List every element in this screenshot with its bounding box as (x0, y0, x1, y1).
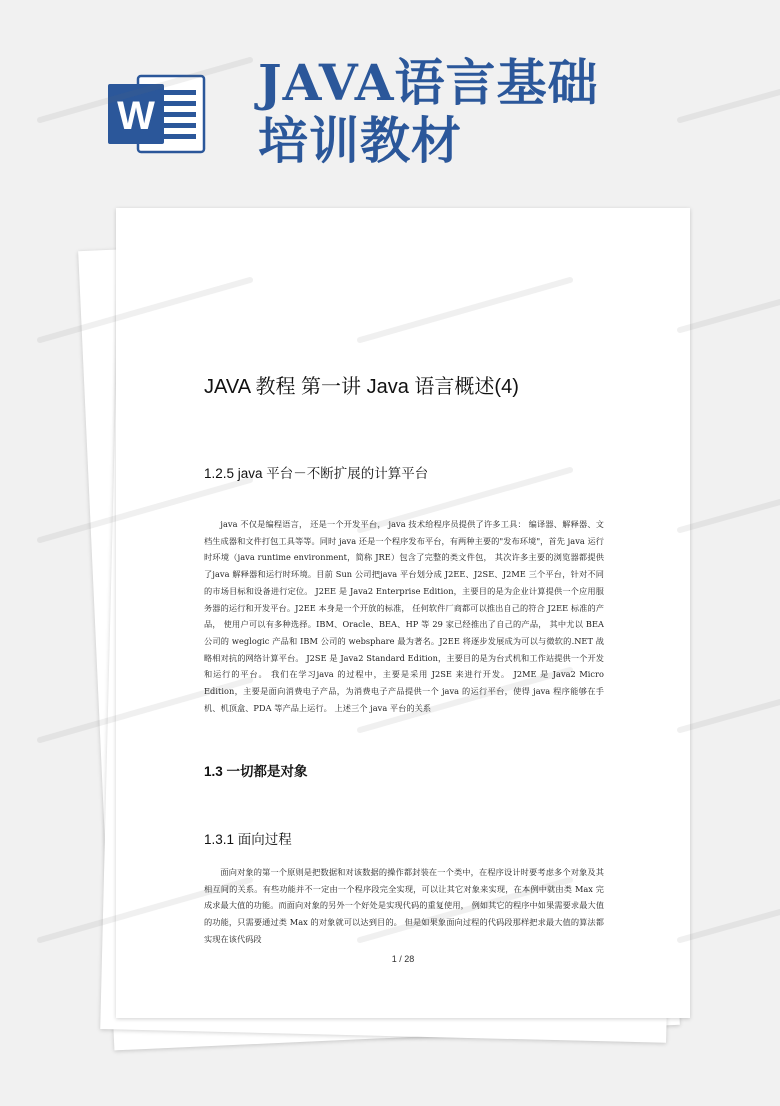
paragraph-oop: 面向对象的第一个原则是把数据和对该数据的操作都封装在一个类中，在程序设计时要考虑多个对象及其相互间的关系。有些功能并不一定由一个程序段完全实现，可以让其它对象来实现，在本例中就由类 Max 完成求最大值的功能。而面向对象的另外一个好处是实现代码的重复使用， 例如其它的程序中如果需要求最大值的功能，只需要通过类 Max 的对象就可以达到目的。 但是如果象面向过程的代码段那样把求最大值的算法都实现在该代码段 (204, 867, 604, 944)
section-heading-1-3-1: 1.3.1 面向过程 (204, 832, 292, 847)
header-title (258, 54, 738, 170)
document-title: JAVA 教程 第一讲 Java 语言概述(4) (204, 376, 519, 398)
section-heading-1-2-5: 1.2.5 java 平台－不断扩展的计算平台 (204, 466, 429, 481)
document-page (116, 208, 690, 1018)
word-icon (108, 70, 208, 158)
section-heading-1-3: 1.3 一切都是对象 (204, 764, 308, 779)
header-title-line1: JAVA语言基础 (258, 53, 599, 112)
paragraph-java-platform: java 不仅是编程语言， 还是一个开发平台， java 技术给程序员提供了许多工具： 编译器、解释器、文档生成器和文件打包工具等等。同时 java 还是一个程序发布平台，有两种主要的"发布环境"，首先 java 运行时环境（java runtime environment，简称 JRE）包含了完整的类文件包， 其次许多主要的浏览器都提供了java 解释器和运行时环境。目前 Sun 公司把java 平台划分成 J2EE、J2SE、J2ME 三个平台，针对不同的市场目标和设备进行定位。 J2EE 是 Java2 Enterprise Edition，主要目的是为企业计算提供一个应用服务器的运行和开发平台。J2EE 本身是一个开放的标准， 任何软件厂商都可以推出自己的符合 J2EE 标准的产品， 使用户可以有多种选择。IBM、Oracle、BEA、HP 等 29 家已经推出了自己的产品， 其中尤以 BEA 公司的 weglogic 产品和 IBM 公司的 websphare 最为著名。J2EE 将逐步发展成为可以与微软的.NET 战略相对抗的网络计算平台。 J2SE 是 Java2 Standard Edition，主要目的是为台式机和工作站提供一个开发和运行的平台。 我们在学习java 的过程中，主要是采用 J2SE 来进行开发。 J2ME 是 Java2 Micro Edition，主要是面向消费电子产品，为消费电子产品提供一个 java 的运行平台，使得 java 程序能够在手机、机顶盒、PDA 等产品上运行。 上述三个 java 平台的关系 (204, 519, 604, 713)
header-title-line2: 培训教材 (258, 111, 462, 170)
word-logo-letter: W (117, 94, 155, 138)
page-number: 1 / 28 (391, 954, 415, 964)
